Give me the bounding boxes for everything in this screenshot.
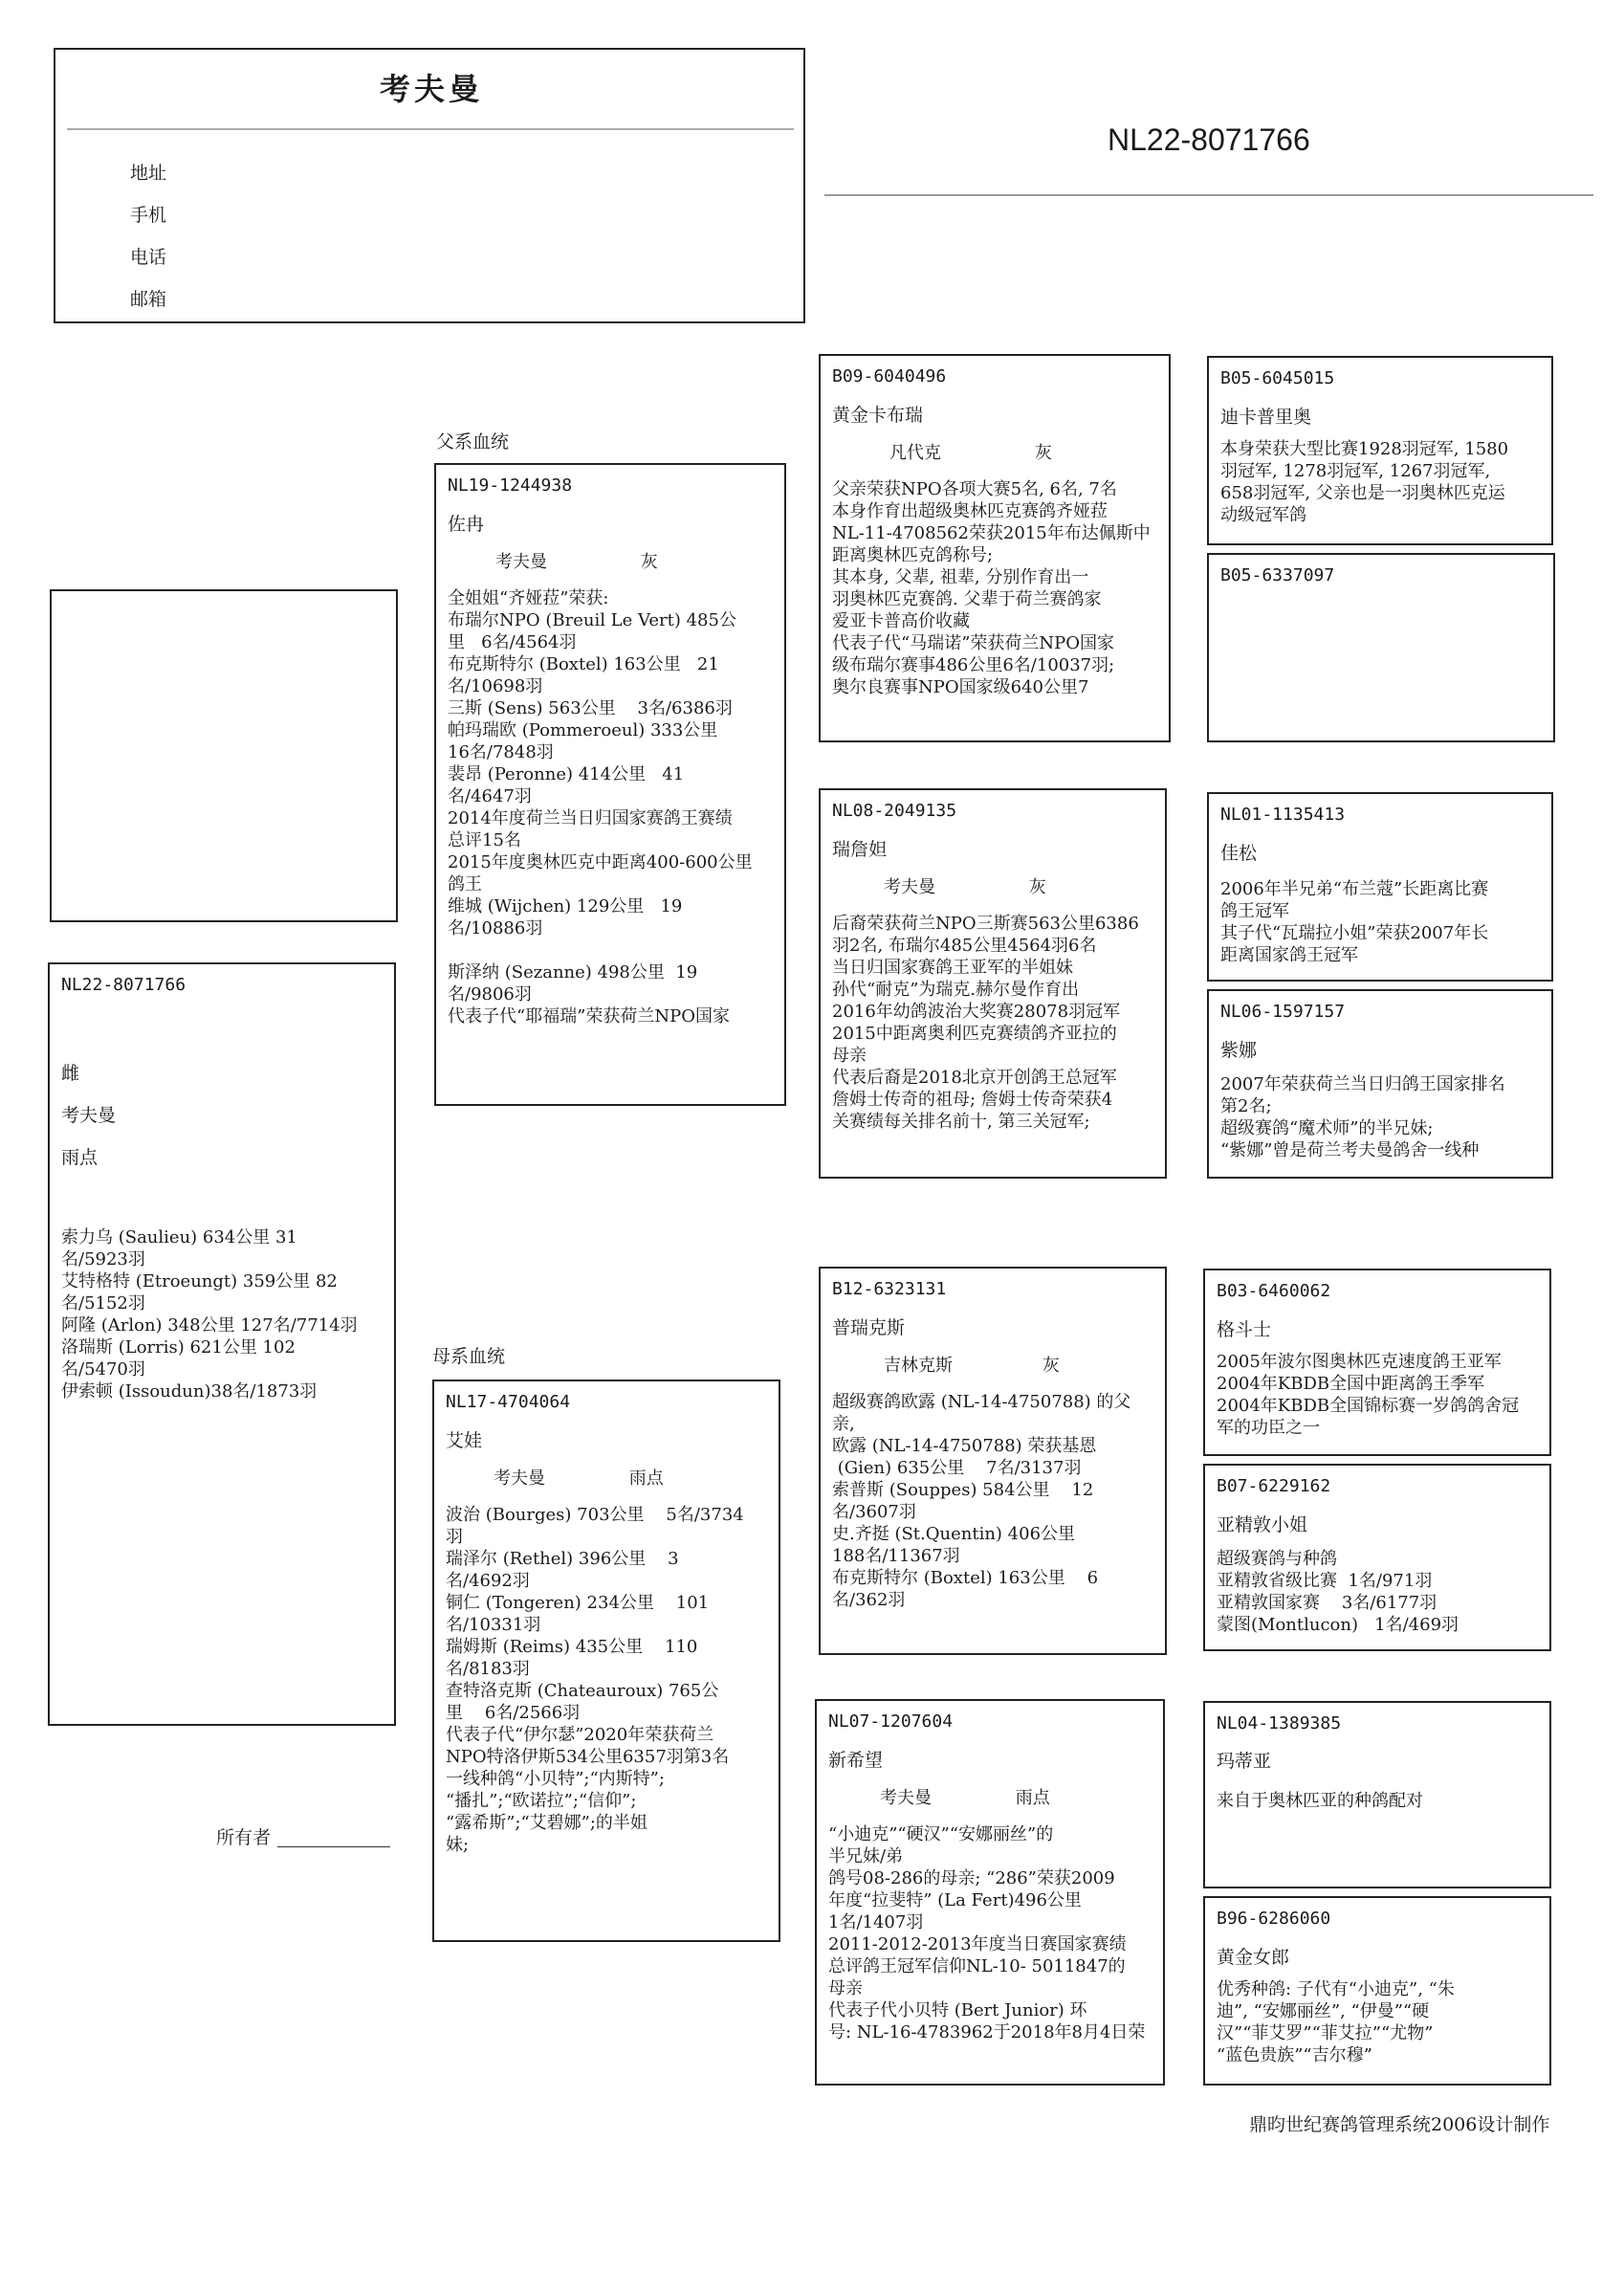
dam-ring: NL17-4704064 [446,1392,571,1412]
subject-results: 索力乌 (Saulieu) 634公里 31 名/5923羽 艾特格特 (Etroeungt) 359公里 82 名/5152羽 阿隆 (Arlon) 348公里 127名/7714羽 洛瑞斯 (Lorris) 621公里 102 名/5470羽 伊索顿 (Issoudun)38名/1873羽 [61,1227,358,1402]
owner-signature-label: 所有者 [216,1827,272,1848]
dam-sire-box [819,1267,1167,1655]
dam-color: 雨点 [628,1468,664,1489]
sire-sire-ring: B09-6040496 [832,366,947,386]
dam-sire-description: 超级赛鸽欧露 (NL-14-4750788) 的父 亲, 欧露 (NL-14-4750788) 荣获基恩 (Gien) 635公里 7名/3137羽 索普斯 (Souppes) 584公里 12 名/3607羽 史.齐挺 (St.Quentin) 406公里 188名/11367羽 布克斯特尔 (Boxtel) 163公里 6 名/362羽 [832,1392,1131,1610]
owner-info-box [54,48,805,323]
sire-line-label: 父系血统 [436,431,510,453]
email-label: 邮箱 [130,289,167,310]
sire-box [434,463,786,1106]
gp1-name: 迪卡普里奥 [1220,407,1312,428]
gp1-box [1207,356,1553,545]
gp7-description: 来自于奥林匹亚的种鸽配对 [1217,1791,1423,1811]
gp4-ring: NL06-1597157 [1220,1002,1346,1022]
gp1-description: 本身荣获大型比赛1928羽冠军, 1580 羽冠军, 1278羽冠军, 1267羽冠军, 658羽冠军, 父亲也是一羽奥林匹克运 动级冠军鸽 [1220,439,1509,525]
sire-ring: NL19-1244938 [448,475,573,496]
gp5-box [1203,1269,1551,1456]
sire-dam-owner: 考夫曼 [884,877,935,897]
gp4-name: 紫娜 [1220,1040,1258,1061]
subject-owner: 考夫曼 [61,1105,117,1126]
gp2-ring: B05-6337097 [1220,565,1335,585]
subject-ring: NL22-8071766 [61,975,187,995]
sire-dam-box [819,788,1167,1179]
gp5-ring: B03-6460062 [1217,1281,1331,1301]
sire-dam-description: 后裔荣获荷兰NPO三斯赛563公里6386 羽2名, 布瑞尔485公里4564羽6名 当日归国家赛鸽王亚军的半姐妹 孙代“耐克”为瑞克.赫尔曼作育出 2016年幼鸽波治大奖赛28078羽冠军 2015中距离奥利匹克赛绩鸽齐亚拉的 母亲 代表后裔是2018北京开创鸽王总冠军 詹姆士传奇的祖母; 詹姆士传奇荣获4 关赛绩每关排名前十, 第三关冠军; [832,914,1139,1132]
dam-sire-owner: 吉林克斯 [884,1356,953,1376]
ring-underline [824,194,1593,196]
gp3-box [1207,792,1553,982]
gp6-name: 亚精敦小姐 [1217,1514,1308,1535]
dam-dam-description: “小迪克”“硬汉”“安娜丽丝”的 半兄妹/弟 鸽号08-286的母亲; “286”荣获2009 年度“拉斐特” (La Fert)496公里 1名/1407羽 2011-2012-2013年度当日赛国家赛绩 总评鸽王冠军信仰NL-10- 5011847的 母亲 代表子代小贝特 (Bert Junior) 环 号: NL-16-4783962于2018年8月4日荣 [828,1824,1146,2042]
gp8-description: 优秀种鸽: 子代有“小迪克”, “朱 迪”, “安娜丽丝”, “伊曼”“硬 汉”“菲艾罗”“菲艾拉”“尤物” “蓝色贵族”“吉尔穆” [1217,1979,1455,2065]
pigeon-ring-title: NL22-8071766 [1108,122,1310,157]
gp6-box [1203,1464,1551,1651]
gp1-ring: B05-6045015 [1220,368,1335,388]
gp3-ring: NL01-1135413 [1220,805,1346,825]
gp4-description: 2007年荣获荷兰当日归鸽王国家排名 第2名; 超级赛鸽“魔术师”的半兄妹; “紫娜”曾是荷兰考夫曼鸽舍一线种 [1220,1074,1505,1160]
gp8-box [1203,1896,1551,2086]
sire-sire-color: 灰 [1034,443,1052,463]
gp7-ring: NL04-1389385 [1217,1713,1342,1733]
gp8-ring: B96-6286060 [1217,1909,1331,1929]
software-credit: 鼎昀世纪赛鸽管理系统2006设计制作 [1249,2114,1550,2135]
mobile-label: 手机 [130,205,167,226]
sire-sire-name: 黄金卡布瑞 [832,405,924,426]
dam-line-label: 母系血统 [432,1346,506,1367]
dam-owner: 考夫曼 [494,1468,545,1489]
owner-signature-line [277,1846,390,1847]
dam-description: 波治 (Bourges) 703公里 5名/3734 羽 瑞泽尔 (Rethel) 396公里 3 名/4692羽 铜仁 (Tongeren) 234公里 101 名/10331羽 瑞姆斯 (Reims) 435公里 110 名/8183羽 查特洛克斯 (Chateauroux) 765公 里 6名/2566羽 代表子代“伊尔瑟”2020年荣获荷兰 NPO特洛伊斯534公里6357羽第3名 一线种鸽“小贝特”;“内斯特”; “播扎”;“欧诺拉”;“信仰”; “露希斯”;“艾碧娜”;的半姐 妹; [446,1505,744,1855]
dam-dam-color: 雨点 [1015,1788,1050,1808]
gp3-name: 佳松 [1220,843,1258,864]
address-label: 地址 [130,163,167,184]
sire-sire-box [819,354,1171,742]
subject-sex: 雌 [61,1063,80,1084]
dam-name: 艾娃 [446,1430,483,1451]
sire-dam-color: 灰 [1028,877,1046,897]
sire-owner: 考夫曼 [495,552,547,572]
photo-placeholder [50,589,398,922]
phone-label: 电话 [130,247,167,268]
gp6-ring: B07-6229162 [1217,1476,1331,1496]
sire-sire-description: 父亲荣获NPO各项大赛5名, 6名, 7名 本身作育出超级奥林匹克赛鸽齐娅菈 NL-11-4708562荣获2015年布达佩斯中 距离奥林匹克鸽称号; 其本身, 父辈, 祖辈, 分别作育出一 羽奥林匹克赛鸽. 父辈于荷兰赛鸽家 爱亚卡普高价收藏 代表子代“马瑞诺”荣获荷兰NPO国家 级布瑞尔赛事486公里6名/10037羽; 奥尔良赛事NPO国家级640公里7 [832,479,1151,697]
subject-color: 雨点 [61,1147,99,1168]
sire-color: 灰 [640,552,658,572]
sire-name: 佐冉 [448,514,485,535]
dam-dam-owner: 考夫曼 [880,1788,932,1808]
gp6-description: 超级赛鸽与种鸽 亚精敦省级比赛 1名/971羽 亚精敦国家赛 3名/6177羽 蒙图(Montlucon) 1名/469羽 [1217,1549,1459,1635]
dam-dam-name: 新希望 [828,1750,884,1771]
subject-pigeon-box [48,962,396,1726]
dam-sire-name: 普瑞克斯 [832,1317,906,1338]
dam-box [432,1380,780,1942]
dam-dam-ring: NL07-1207604 [828,1711,954,1732]
gp7-box [1203,1701,1551,1888]
sire-description: 全姐姐“齐娅菈”荣获: 布瑞尔NPO (Breuil Le Vert) 485公 里 6名/4564羽 布克斯特尔 (Boxtel) 163公里 21 名/10698羽 三斯 (Sens) 563公里 3名/6386羽 帕玛瑞欧 (Pommeroeul) 333公里 16名/7848羽 裴昂 (Peronne) 414公里 41 名/4647羽 2014年度荷兰当日归国家赛鸽王赛绩 总评15名 2015年度奥林匹克中距离400-600公里 鸽王 维城 (Wijchen) 129公里 19 名/10886羽 斯泽纳 (Sezanne) 498公里 19 名/9806羽 代表子代“耶福瑞”荣获荷兰NPO国家 [448,588,753,1027]
gp3-description: 2006年半兄弟“布兰蔻”长距离比赛 鸽王冠军 其子代“瓦瑞拉小姐”荣获2007年长 距离国家鸽王冠军 [1220,879,1489,965]
sire-dam-name: 瑞詹妲 [832,839,888,860]
sire-sire-owner: 凡代克 [889,443,941,463]
gp8-name: 黄金女郎 [1217,1947,1290,1968]
dam-dam-box [815,1699,1165,2086]
dam-sire-ring: B12-6323131 [832,1279,947,1299]
owner-divider [67,128,794,130]
gp5-description: 2005年波尔图奥林匹克速度鸽王亚军 2004年KBDB全国中距离鸽王季军 2004年KBDB全国锦标赛一岁鸽鸽舍冠 军的功臣之一 [1217,1352,1520,1438]
dam-sire-color: 灰 [1042,1356,1060,1376]
gp5-name: 格斗士 [1217,1319,1272,1340]
gp4-box [1207,989,1553,1179]
gp7-name: 玛蒂亚 [1217,1751,1272,1772]
owner-name: 考夫曼 [379,71,483,107]
gp2-box [1207,553,1555,742]
sire-dam-ring: NL08-2049135 [832,801,957,821]
